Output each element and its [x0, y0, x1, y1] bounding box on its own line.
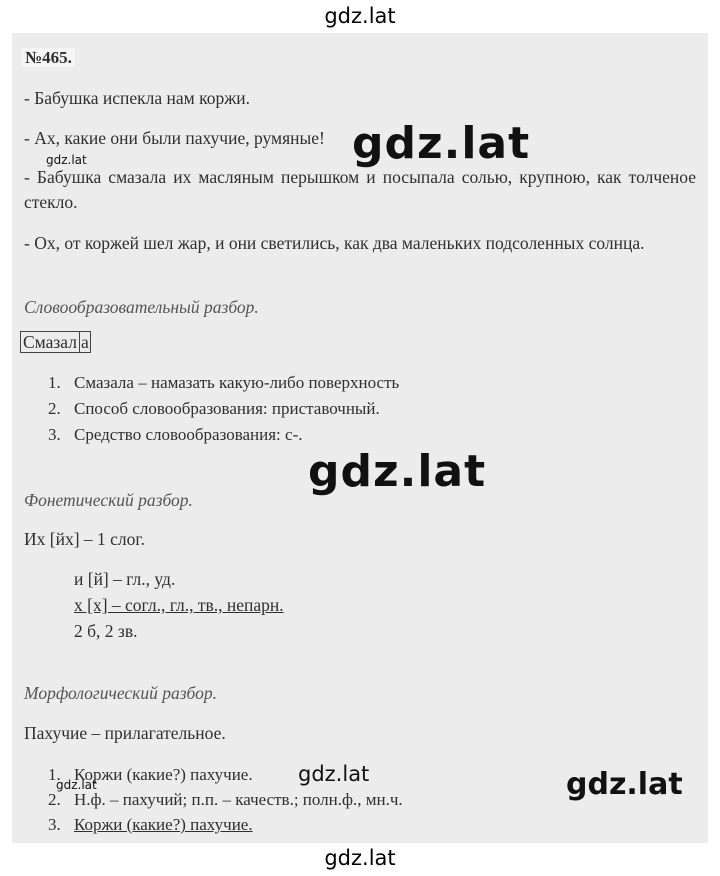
text-line-4: - Ох, от коржей шел жар, и они светились, как два маленьких подсоленных солнца. — [24, 233, 645, 253]
phonetic-heading: Фонетический разбор. — [24, 490, 193, 510]
exercise-number: №465. — [22, 47, 75, 68]
watermark-bottom: gdz.lat — [324, 846, 396, 870]
morphological-heading: Морфологический разбор. — [24, 683, 217, 703]
phonetic-syllables: Их [йх] – 1 слог. — [24, 529, 145, 549]
watermark-big-2: gdz.lat — [308, 446, 487, 497]
word-morpheme-markup — [20, 332, 91, 353]
watermark-small-1: gdz.lat — [46, 153, 87, 167]
morph-item-2: 2. Н.ф. – пахучий; п.п. – качеств.; полн.ф., мн.ч. — [48, 790, 403, 809]
phonetic-sound-1: и [й] – гл., уд. — [74, 569, 176, 589]
wf-item-2: 2. Способ словообразования: приставочный. — [48, 399, 380, 418]
wf-item-3: 3. Средство словообразования: с-. — [48, 425, 303, 444]
phonetic-sound-2: х [х] – согл., гл., тв., непарн. — [74, 595, 284, 615]
morphological-word: Пахучие – прилагательное. — [24, 723, 226, 743]
text-line-3: - Бабушка смазала их масляным перышком и посыпала солью, крупною, как толченое стекло. — [24, 167, 696, 212]
phonetic-summary: 2 б, 2 зв. — [74, 621, 138, 641]
word-stem: Смазал — [20, 331, 79, 353]
watermark-right: gdz.lat — [566, 767, 683, 802]
word-ending: а — [80, 332, 89, 352]
morph-item-3: 3. Коржи (какие?) пахучие. — [48, 815, 253, 834]
morph-item-1: 1. Коржи (какие?) пахучие. — [48, 765, 253, 784]
word-formation-heading: Словообразовательный разбор. — [24, 297, 259, 317]
watermark-big-1: gdz.lat — [352, 118, 531, 169]
text-line-1: - Бабушка испекла нам коржи. — [24, 88, 251, 108]
textbook-page — [12, 33, 708, 843]
watermark-top: gdz.lat — [324, 4, 396, 28]
wf-item-1: 1. Смазала – намазать какую-либо поверхность — [48, 373, 400, 392]
watermark-mid: gdz.lat — [298, 762, 370, 786]
watermark-small-2: gdz.lat — [56, 778, 97, 792]
text-line-2: - Ах, какие они были пахучие, румяные! — [24, 128, 325, 148]
